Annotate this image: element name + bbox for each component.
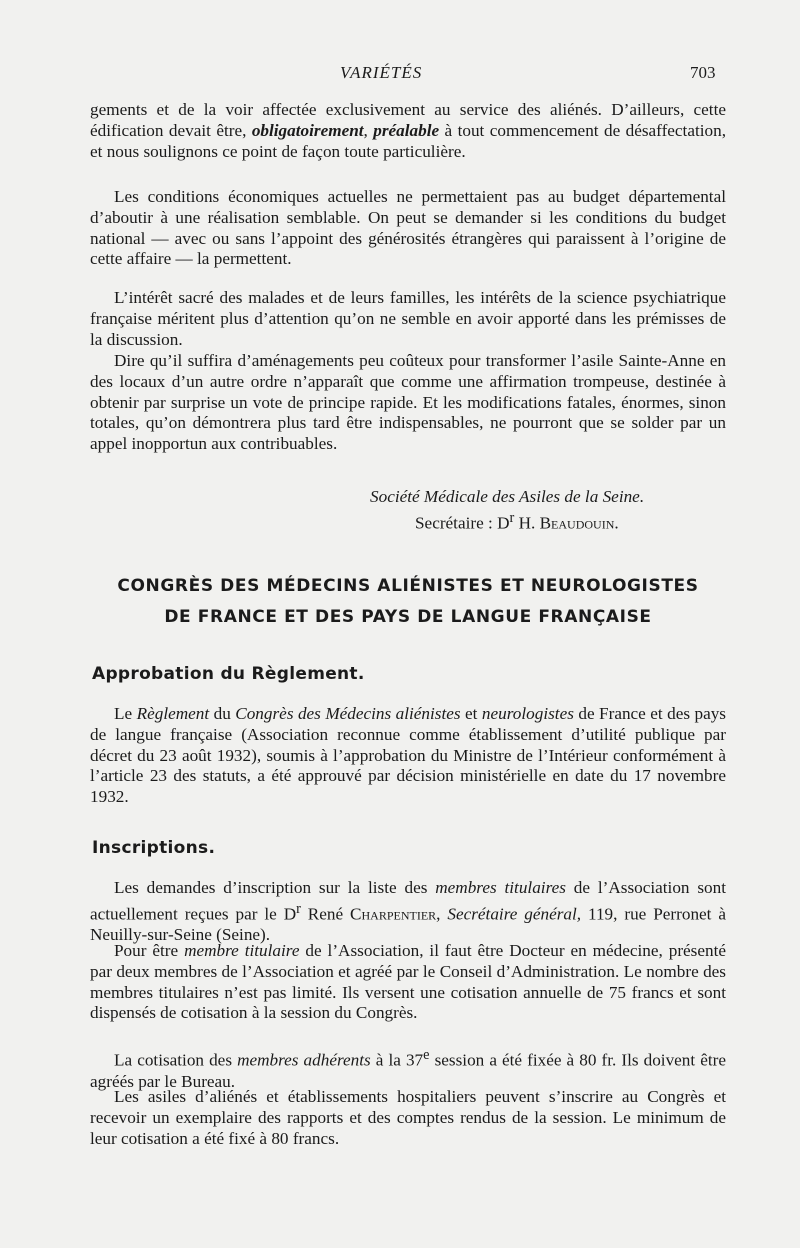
text-run: à tout commencement de désaffectation, et nous soulignons ce point de façon toute particulière.	[90, 120, 726, 161]
paragraph-inscriptions-2	[90, 941, 726, 1024]
paragraph-text: L’intérêt sacré des malades et de leurs familles, les intérêts de la science psychiatrique française méritent plus d’attention qu’on ne semble en avoir apporté dans les prémisses de la discussion.	[90, 288, 726, 349]
section-title	[90, 571, 726, 633]
paragraph-inscriptions-1	[90, 878, 726, 946]
emphasis: Règlement	[136, 704, 210, 723]
signature-name: H. Beaudouin.	[514, 513, 619, 533]
text-run: et	[460, 704, 482, 723]
emphasis: membre titulaire	[184, 941, 300, 960]
section-title-line: DE FRANCE ET DES PAYS DE LANGUE FRANÇAISE	[164, 607, 652, 627]
emphasis: membres adhérents	[237, 1050, 371, 1070]
text-run: Pour être	[114, 941, 185, 960]
emphasis: Secrétaire général,	[447, 904, 582, 924]
signature-society: Société Médicale des Asiles de la Seine.	[370, 487, 645, 506]
person-name: Charpentier	[350, 904, 437, 924]
text-run: de France et des pays de langue française (Association reconnue comme établissement d’utilité publique par décret du 23 août 1932), soumis à l’approbation du Ministre de l’Intérieur conformément à l’article 23 des statuts, a été approuvé par décision ministérielle en date du 17 novembre 1932.	[90, 704, 726, 807]
text-run: gements et de la voir affectée exclusivement au service des aliénés. D’ailleurs, cette édification devait être,	[90, 100, 726, 140]
paragraph-dire	[90, 351, 726, 455]
section-title-line: CONGRÈS DES MÉDECINS ALIÉNISTES ET NEUROLOGISTES	[117, 576, 699, 596]
superscript: r	[296, 900, 301, 917]
text-run: du	[209, 704, 236, 723]
text-run: 119, rue Perronet à Neuilly-sur-Seine (Seine).	[90, 904, 726, 945]
subheading-inscriptions: Inscriptions.	[92, 838, 216, 858]
paragraph-inscriptions-3	[90, 1045, 726, 1092]
superscript: r	[509, 510, 515, 526]
text-run: ,	[436, 904, 448, 924]
text-run: à la 37	[370, 1050, 424, 1070]
emphasis: préalable	[373, 120, 440, 140]
superscript: e	[423, 1047, 430, 1063]
paragraph-continuation	[90, 100, 726, 162]
paragraph-inscriptions-4	[90, 1087, 726, 1149]
emphasis: Congrès des Médecins aliénistes	[235, 704, 461, 723]
paragraph-text: Les conditions économiques actuelles ne permettaient pas au budget départemental d’aboutir à une réalisation semblable. On peut se demander si les conditions du budget national — avec ou sans l’appoint des générosités étrangères qui paraissent à l’origine de cette affaire — la permettent.	[90, 187, 726, 269]
emphasis: obligatoirement	[251, 120, 364, 140]
page-number: 703	[690, 63, 716, 82]
emphasis: neurologistes	[481, 704, 574, 723]
text-run: Les demandes d’inscription sur la liste des	[114, 878, 436, 897]
signature-secretary	[415, 510, 619, 534]
paragraph-text: Dire qu’il suffira d’aménagements peu coûteux pour transformer l’asile Sainte-Anne en des locaux d’un autre ordre n’apparaît que comme une affirmation trompeuse, destinée à obtenir par surprise un vote de principe rapide. Et les modifications fatales, énormes, sinon totales, qu’on démontrera plus tard être indispensables, ne pourront que se solder par un appel inopportun aux contribuables.	[90, 351, 726, 454]
text-run: ,	[363, 120, 374, 140]
text-run: Le	[114, 704, 137, 723]
emphasis: membres titulaires	[435, 878, 566, 897]
running-title: VARIÉTÉS	[340, 63, 423, 82]
subheading-approbation: Approbation du Règlement.	[92, 664, 365, 684]
paragraph-text: Les asiles d’aliénés et établissements hospitaliers peuvent s’inscrire au Congrès et recevoir un exemplaire des rapports et des comptes rendus de la session. Le minimum de leur cotisation a été fixé à 80 francs.	[90, 1087, 726, 1148]
text-run: La cotisation des	[114, 1050, 238, 1070]
paragraph-approbation	[90, 704, 726, 808]
paragraph-interet	[90, 288, 726, 350]
text-run: René	[300, 904, 351, 924]
paragraph-budget	[90, 187, 726, 270]
text-run: session a été fixée à 80 fr. Ils doivent être agréés par le Bureau.	[90, 1050, 726, 1091]
text-run: de l’Association sont actuellement reçues par le D	[90, 878, 727, 924]
signature-role: Secrétaire : D	[415, 513, 510, 533]
text-run: de l’Association, il faut être Docteur en médecine, présenté par deux membres de l’Association et agréé par le Conseil d’Administration. Le nombre des membres titulaires n’est pas limité. Ils versent une cotisation annuelle de 75 francs et sont dispensés de cotisation à la session du Congrès.	[90, 941, 726, 1023]
